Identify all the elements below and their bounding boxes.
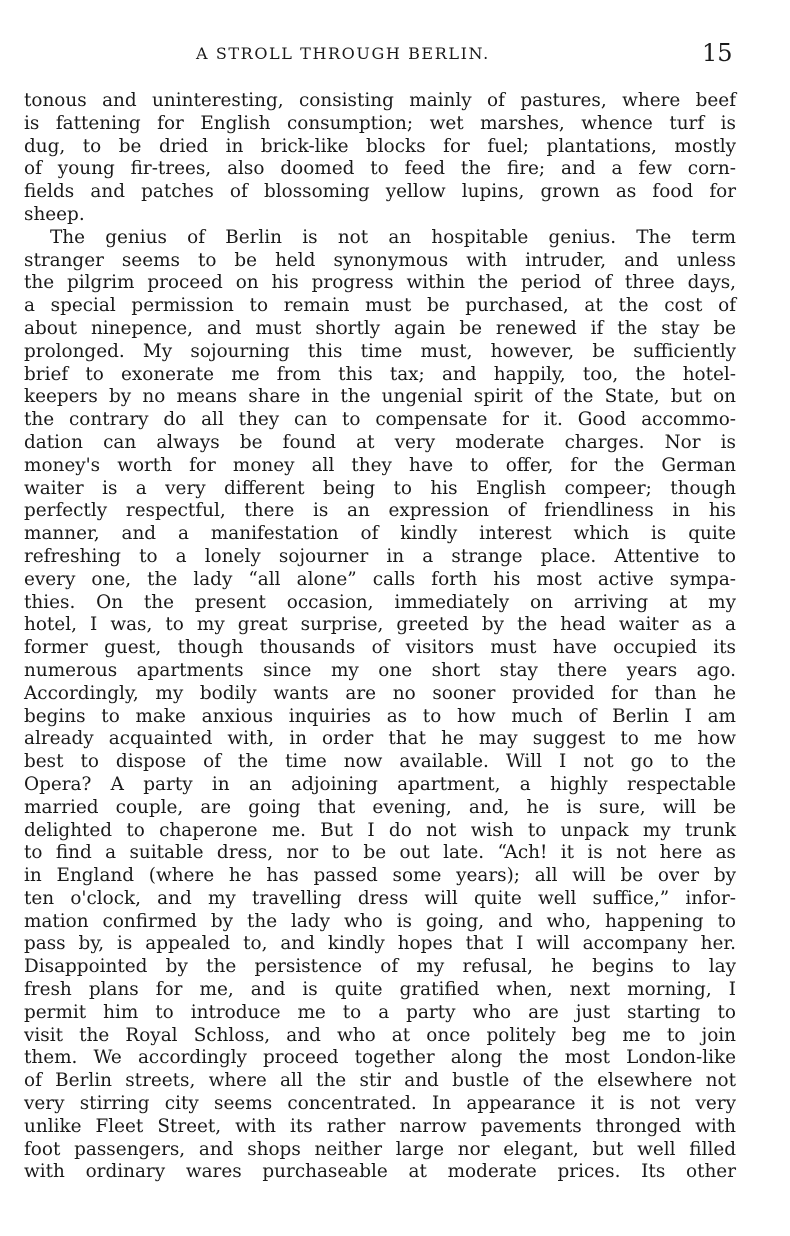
text-line: mation confirmed by the lady who is going, and who, happening to xyxy=(24,910,736,932)
text-line: every one, the lady “all alone” calls forth his most active sympa- xyxy=(24,568,736,590)
text-line: hotel, I was, to my great surprise, greeted by the head waiter as a xyxy=(24,614,736,636)
text-line: brief to exonerate me from this tax; and happily, too, the hotel- xyxy=(24,363,736,385)
paragraph-first-line: The genius of Berlin is not an hospitable genius. The term xyxy=(50,226,736,248)
text-line: with ordinary wares purchaseable at moderate prices. Its other xyxy=(24,1161,736,1183)
text-line: unlike Fleet Street, with its rather narrow pavements thronged with xyxy=(24,1115,736,1137)
text-line: sheep. xyxy=(24,203,85,225)
text-line: foot passengers, and shops neither large nor elegant, but well filled xyxy=(24,1138,736,1160)
text-line: Opera? A party in an adjoining apartment, a highly respectable xyxy=(24,773,736,795)
running-head xyxy=(0,40,790,70)
text-line: fresh plans for me, and is quite gratified when, next morning, I xyxy=(24,979,736,1001)
text-line: visit the Royal Schloss, and who at once politely beg me to join xyxy=(24,1024,736,1046)
text-line: pass by, is appealed to, and kindly hopes that I will accompany her. xyxy=(24,933,736,955)
text-line: begins to make anxious inquiries as to how much of Berlin I am xyxy=(24,705,736,727)
text-line: very stirring city seems concentrated. In appearance it is not very xyxy=(24,1093,736,1115)
page-number: 15 xyxy=(702,39,733,67)
text-line: refreshing to a lonely sojourner in a strange place. Attentive to xyxy=(24,545,736,567)
text-line: best to dispose of the time now available. Will I not go to the xyxy=(24,751,736,773)
text-line: manner, and a manifestation of kindly interest which is quite xyxy=(24,523,736,545)
text-line: about ninepence, and must shortly again be renewed if the stay be xyxy=(24,317,736,339)
text-line: keepers by no means share in the ungenial spirit of the State, but on xyxy=(24,386,736,408)
text-line: thies. On the present occasion, immediately on arriving at my xyxy=(24,591,736,613)
text-line: of Berlin streets, where all the stir and bustle of the elsewhere not xyxy=(24,1070,736,1092)
text-line: numerous apartments since my one short stay there years ago. xyxy=(24,659,736,681)
text-line: the pilgrim proceed on his progress within the period of three days, xyxy=(24,272,736,294)
text-line: Accordingly, my bodily wants are no sooner provided for than he xyxy=(24,682,736,704)
text-line: Disappointed by the persistence of my refusal, he begins to lay xyxy=(24,956,736,978)
text-line: is fattening for English consumption; wet marshes, whence turf is xyxy=(24,112,736,134)
text-line: in England (where he has passed some years); all will be over by xyxy=(24,865,736,887)
text-line: married couple, are going that evening, and, he is sure, will be xyxy=(24,796,736,818)
text-line: the contrary do all they can to compensate for it. Good accommo- xyxy=(24,409,736,431)
text-line: money's worth for money all they have to offer, for the German xyxy=(24,454,736,476)
text-line: prolonged. My sojourning this time must, however, be sufficiently xyxy=(24,340,736,362)
body-text xyxy=(24,90,736,1184)
text-line: waiter is a very different being to his English compeer; though xyxy=(24,477,736,499)
text-line: them. We accordingly proceed together along the most London-like xyxy=(24,1047,736,1069)
text-line: tonous and uninteresting, consisting mainly of pastures, where beef xyxy=(24,90,736,111)
text-line: delighted to chaperone me. But I do not wish to unpack my trunk xyxy=(24,819,736,841)
text-line: perfectly respectful, there is an expression of friendliness in his xyxy=(24,500,736,522)
text-line: fields and patches of blossoming yellow lupins, grown as food for xyxy=(24,181,736,203)
text-line: of young fir-trees, also doomed to feed the fire; and a few corn- xyxy=(24,158,736,180)
text-line: former guest, though thousands of visitors must have occupied its xyxy=(24,637,736,659)
text-line: already acquainted with, in order that he may suggest to me how xyxy=(24,728,736,750)
text-line: dug, to be dried in brick-like blocks for fuel; plantations, mostly xyxy=(24,135,736,157)
text-line: stranger seems to be held synonymous with intruder, and unless xyxy=(24,249,736,271)
text-line: dation can always be found at very moderate charges. Nor is xyxy=(24,431,736,453)
text-line: a special permission to remain must be purchased, at the cost of xyxy=(24,295,736,317)
text-line: to find a suitable dress, nor to be out late. “Ach! it is not here as xyxy=(24,842,736,864)
text-line: permit him to introduce me to a party who are just starting to xyxy=(24,1001,736,1023)
running-title: A STROLL THROUGH BERLIN. xyxy=(196,44,490,63)
text-line: ten o'clock, and my travelling dress will quite well suffice,” infor- xyxy=(24,887,736,909)
